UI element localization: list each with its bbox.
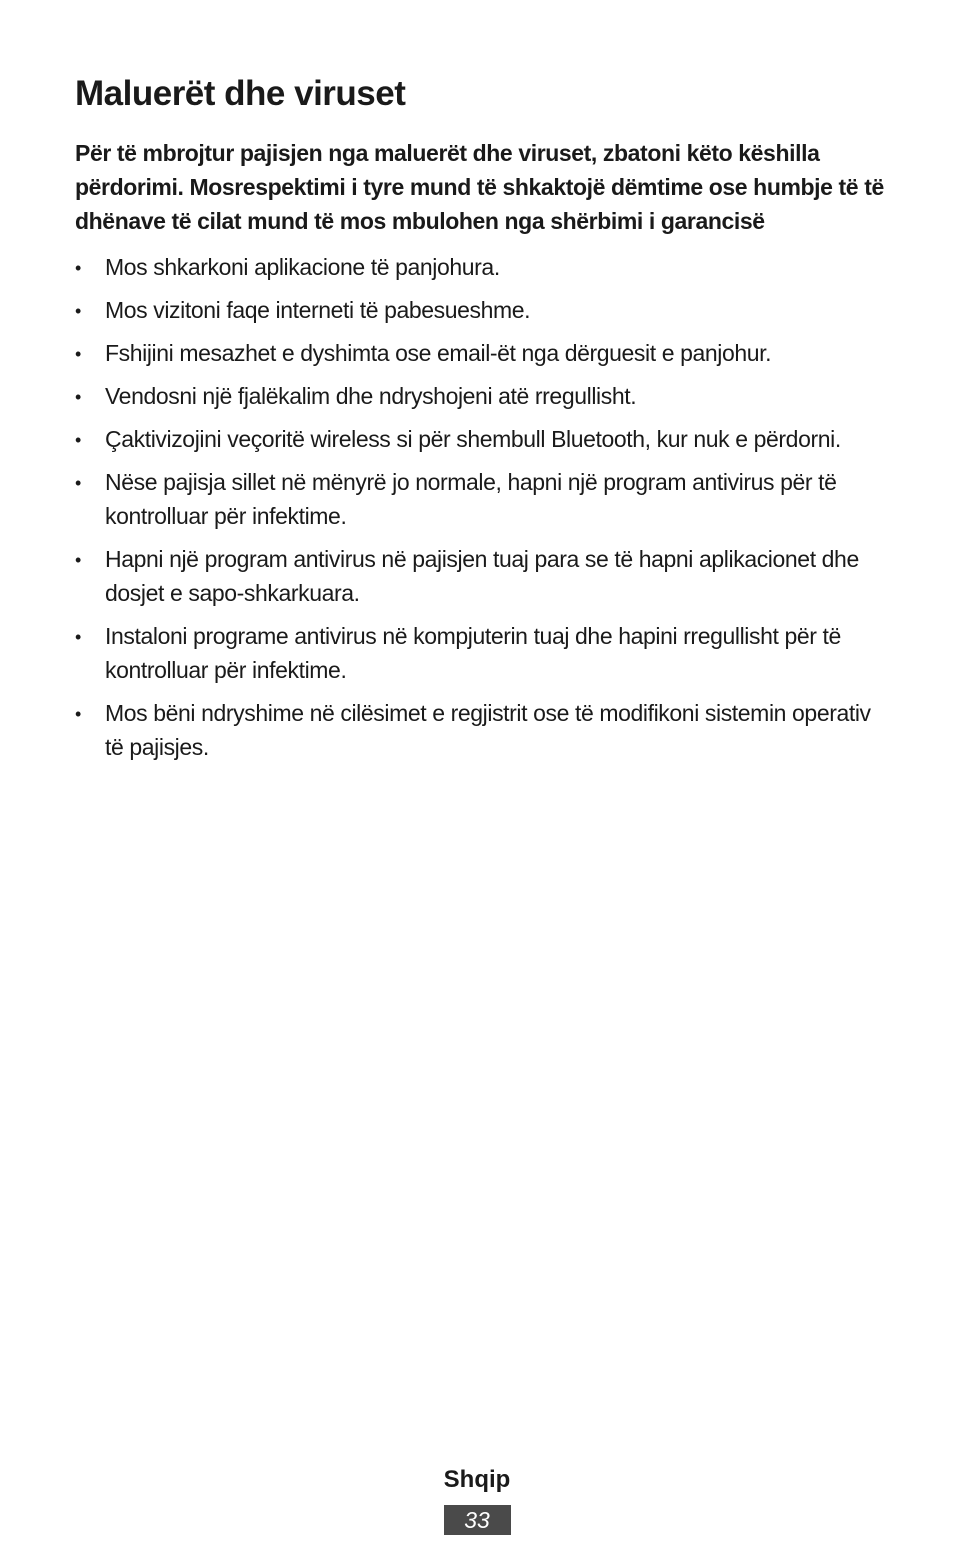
bullet-icon: • — [75, 550, 81, 570]
page-title: Maluerët dhe viruset — [75, 74, 406, 113]
bullet-icon: • — [75, 473, 81, 493]
list-item — [75, 422, 887, 456]
list-item-text: Hapni një program antivirus në pajisjen tuaj para se të hapni aplikacionet dhe dosjet e sapo-shkarkuara. — [105, 546, 859, 606]
list-item-text: Vendosni një fjalëkalim dhe ndryshojeni atë rregullisht. — [105, 383, 637, 409]
list-item — [75, 465, 887, 533]
list-item — [75, 379, 887, 413]
list-item — [75, 336, 887, 370]
bullet-list — [75, 250, 887, 764]
bullet-icon: • — [75, 704, 81, 724]
list-item — [75, 293, 887, 327]
list-item — [75, 250, 887, 284]
list-item-text: Mos shkarkoni aplikacione të panjohura. — [105, 254, 500, 280]
bullet-icon: • — [75, 344, 81, 364]
bullet-icon: • — [75, 430, 81, 450]
footer-language: Shqip — [443, 1466, 511, 1493]
list-item-text: Fshijini mesazhet e dyshimta ose email-ët nga dërguesit e panjohur. — [105, 340, 772, 366]
list-item-text: Instaloni programe antivirus në kompjuterin tuaj dhe hapini rregullisht për të kontrolluar për infektime. — [105, 623, 841, 683]
list-item-text: Nëse pajisja sillet në mënyrë jo normale, hapni një program antivirus për të kontrolluar për infektime. — [105, 469, 837, 529]
page-footer — [0, 1462, 954, 1535]
page-number: 33 — [444, 1505, 511, 1535]
list-item-text: Mos vizitoni faqe interneti të pabesueshme. — [105, 297, 531, 323]
bullet-icon: • — [75, 301, 81, 321]
bullet-icon: • — [75, 258, 81, 278]
list-item — [75, 542, 887, 610]
list-item-text: Mos bëni ndryshime në cilësimet e regjistrit ose të modifikoni sistemin operativ të pajisjes. — [105, 700, 871, 760]
bullet-icon: • — [75, 387, 81, 407]
bullet-icon: • — [75, 627, 81, 647]
page-content — [75, 72, 887, 773]
list-item-text: Çaktivizojini veçoritë wireless si për shembull Bluetooth, kur nuk e përdorni. — [105, 426, 841, 452]
intro-paragraph: Për të mbrojtur pajisjen nga maluerët dhe viruset, zbatoni këto këshilla përdorimi. Mosrespektimi i tyre mund të shkaktojë dëmtime ose humbje të të dhënave të cilat mund të mos mbulohen nga shërbimi i garancisë — [75, 140, 884, 234]
list-item — [75, 619, 887, 687]
list-item — [75, 696, 887, 764]
